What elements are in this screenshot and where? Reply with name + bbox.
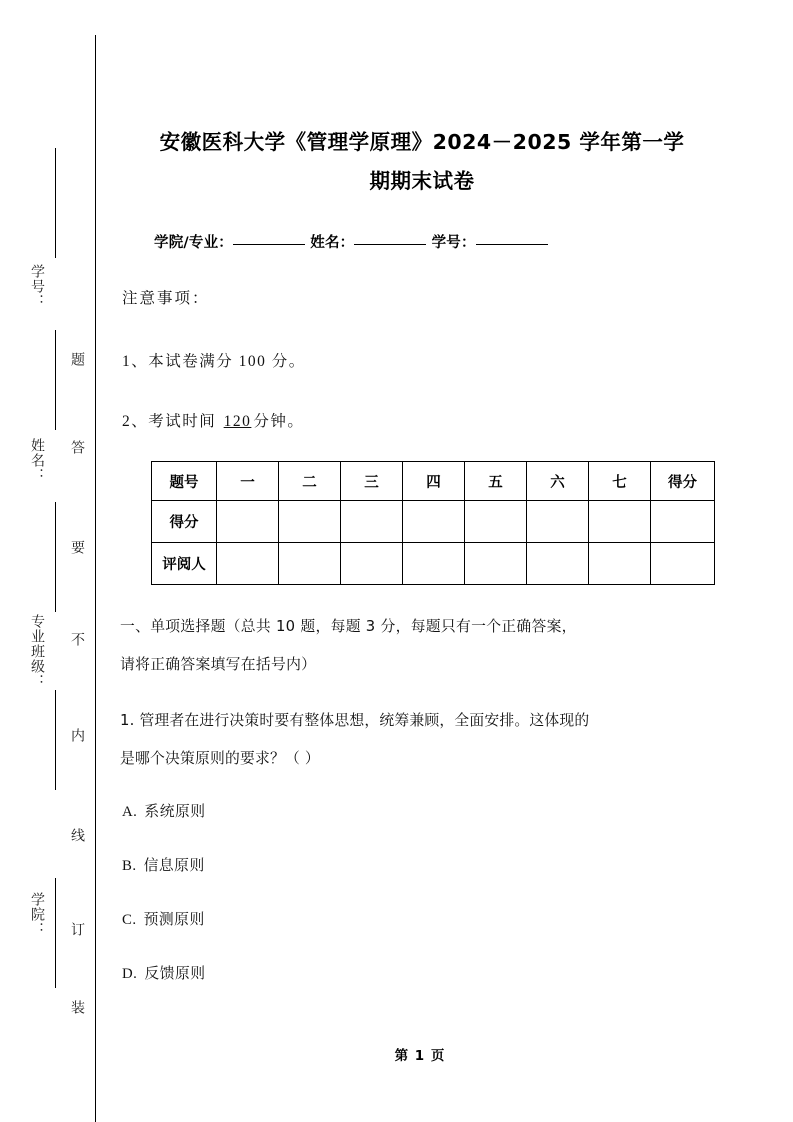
table-row-grader xyxy=(152,543,715,585)
score-table xyxy=(151,461,715,585)
score-table-header-cell: 五 xyxy=(465,462,527,501)
name-blank[interactable] xyxy=(354,244,426,245)
option-c-letter: C. xyxy=(122,912,137,928)
question-1 xyxy=(120,702,728,778)
table-row-score xyxy=(152,501,715,543)
question-1-option-a[interactable] xyxy=(122,800,206,821)
score-table-header-cell: 二 xyxy=(279,462,341,501)
page-body xyxy=(120,0,720,1122)
seal-char-yao: 要 xyxy=(69,540,84,556)
seal-label-class: 专业班级： xyxy=(29,614,44,689)
question-1-number: 1. xyxy=(120,712,135,729)
option-a-text: 系统原则 xyxy=(144,803,206,820)
question-1-line-2: 是哪个决策原则的要求？（ ） xyxy=(120,750,320,767)
score-table-header-cell: 题号 xyxy=(152,462,217,501)
seal-char-xian: 线 xyxy=(69,828,84,844)
section-heading-line-2: 请将正确答案填写在括号内） xyxy=(120,656,317,673)
option-d-text: 反馈原则 xyxy=(144,965,206,982)
section-heading xyxy=(120,608,720,684)
grader-cell[interactable] xyxy=(403,543,465,585)
question-1-option-d[interactable] xyxy=(122,962,206,983)
seal-char-zhuang: 装 xyxy=(69,1000,84,1016)
score-table-header-cell: 三 xyxy=(341,462,403,501)
grader-cell[interactable] xyxy=(589,543,651,585)
question-1-option-b[interactable] xyxy=(122,854,205,875)
score-table-header-cell: 一 xyxy=(217,462,279,501)
score-cell[interactable] xyxy=(465,501,527,543)
seal-outer-rule-segment xyxy=(55,690,56,790)
seal-outer-rule-segment xyxy=(55,148,56,258)
score-row-label: 得分 xyxy=(152,501,217,543)
seal-inner-rule xyxy=(95,35,96,1122)
option-a-letter: A. xyxy=(122,804,138,820)
grader-cell-total[interactable] xyxy=(651,543,715,585)
grader-cell[interactable] xyxy=(341,543,403,585)
page-title-line-1: 安徽医科大学《管理学原理》2024－2025 学年第一学 xyxy=(159,130,685,154)
score-table-header-cell: 四 xyxy=(403,462,465,501)
score-table-header-cell: 七 xyxy=(589,462,651,501)
notes-item-2-prefix: 2、考试时间 xyxy=(122,413,217,430)
score-cell[interactable] xyxy=(589,501,651,543)
question-1-option-c[interactable] xyxy=(122,908,205,929)
grader-cell[interactable] xyxy=(465,543,527,585)
score-cell[interactable] xyxy=(403,501,465,543)
department-blank[interactable] xyxy=(233,244,305,245)
student-id-label: 学号： xyxy=(431,235,476,251)
score-cell[interactable] xyxy=(217,501,279,543)
section-heading-line-1: 一、单项选择题（总共 10 题，每题 3 分，每题只有一个正确答案， xyxy=(120,618,577,635)
grader-cell[interactable] xyxy=(217,543,279,585)
student-info-field-line xyxy=(154,231,720,252)
name-label: 姓名： xyxy=(310,235,355,251)
page-title xyxy=(125,123,719,201)
seal-label-student-id: 学号： xyxy=(29,264,44,309)
notes-item-2 xyxy=(122,409,304,431)
score-cell[interactable] xyxy=(279,501,341,543)
question-1-line-1 xyxy=(120,702,728,740)
seal-label-college: 学院： xyxy=(29,892,44,937)
notes-item-1: 1、本试卷满分 100 分。 xyxy=(122,353,306,370)
option-b-letter: B. xyxy=(122,858,137,874)
seal-char-ding: 订 xyxy=(69,922,84,938)
seal-char-bu: 不 xyxy=(69,632,84,648)
option-c-text: 预测原则 xyxy=(143,911,205,928)
score-cell-total[interactable] xyxy=(651,501,715,543)
seal-char-da: 答 xyxy=(69,440,84,456)
score-cell[interactable] xyxy=(527,501,589,543)
page-footer: 第 1 页 xyxy=(394,1048,446,1064)
score-table-header-cell: 六 xyxy=(527,462,589,501)
option-b-text: 信息原则 xyxy=(143,857,205,874)
notes-item-2-suffix: 分钟。 xyxy=(253,413,305,430)
grader-cell[interactable] xyxy=(527,543,589,585)
seal-outer-rule-segment xyxy=(55,330,56,430)
question-1-text: 管理者在进行决策时要有整体思想，统筹兼顾，全面安排。这体现的 xyxy=(139,712,590,729)
student-id-blank[interactable] xyxy=(476,244,548,245)
seal-label-name: 姓名： xyxy=(29,438,44,483)
option-d-letter: D. xyxy=(122,966,138,982)
seal-char-nei: 内 xyxy=(69,728,84,744)
seal-margin-area xyxy=(0,0,100,1122)
seal-outer-rule-segment xyxy=(55,502,56,612)
grader-row-label: 评阅人 xyxy=(152,543,217,585)
seal-outer-rule-segment xyxy=(55,878,56,988)
notes-heading: 注意事项： xyxy=(122,290,210,307)
table-row-header xyxy=(152,462,715,501)
seal-char-ti: 题 xyxy=(69,352,84,368)
score-cell[interactable] xyxy=(341,501,403,543)
grader-cell[interactable] xyxy=(279,543,341,585)
exam-duration-value: 120 xyxy=(223,413,252,430)
department-label: 学院/专业： xyxy=(154,235,233,251)
score-table-header-cell: 得分 xyxy=(651,462,715,501)
page-title-line-2: 期期末试卷 xyxy=(369,169,475,193)
